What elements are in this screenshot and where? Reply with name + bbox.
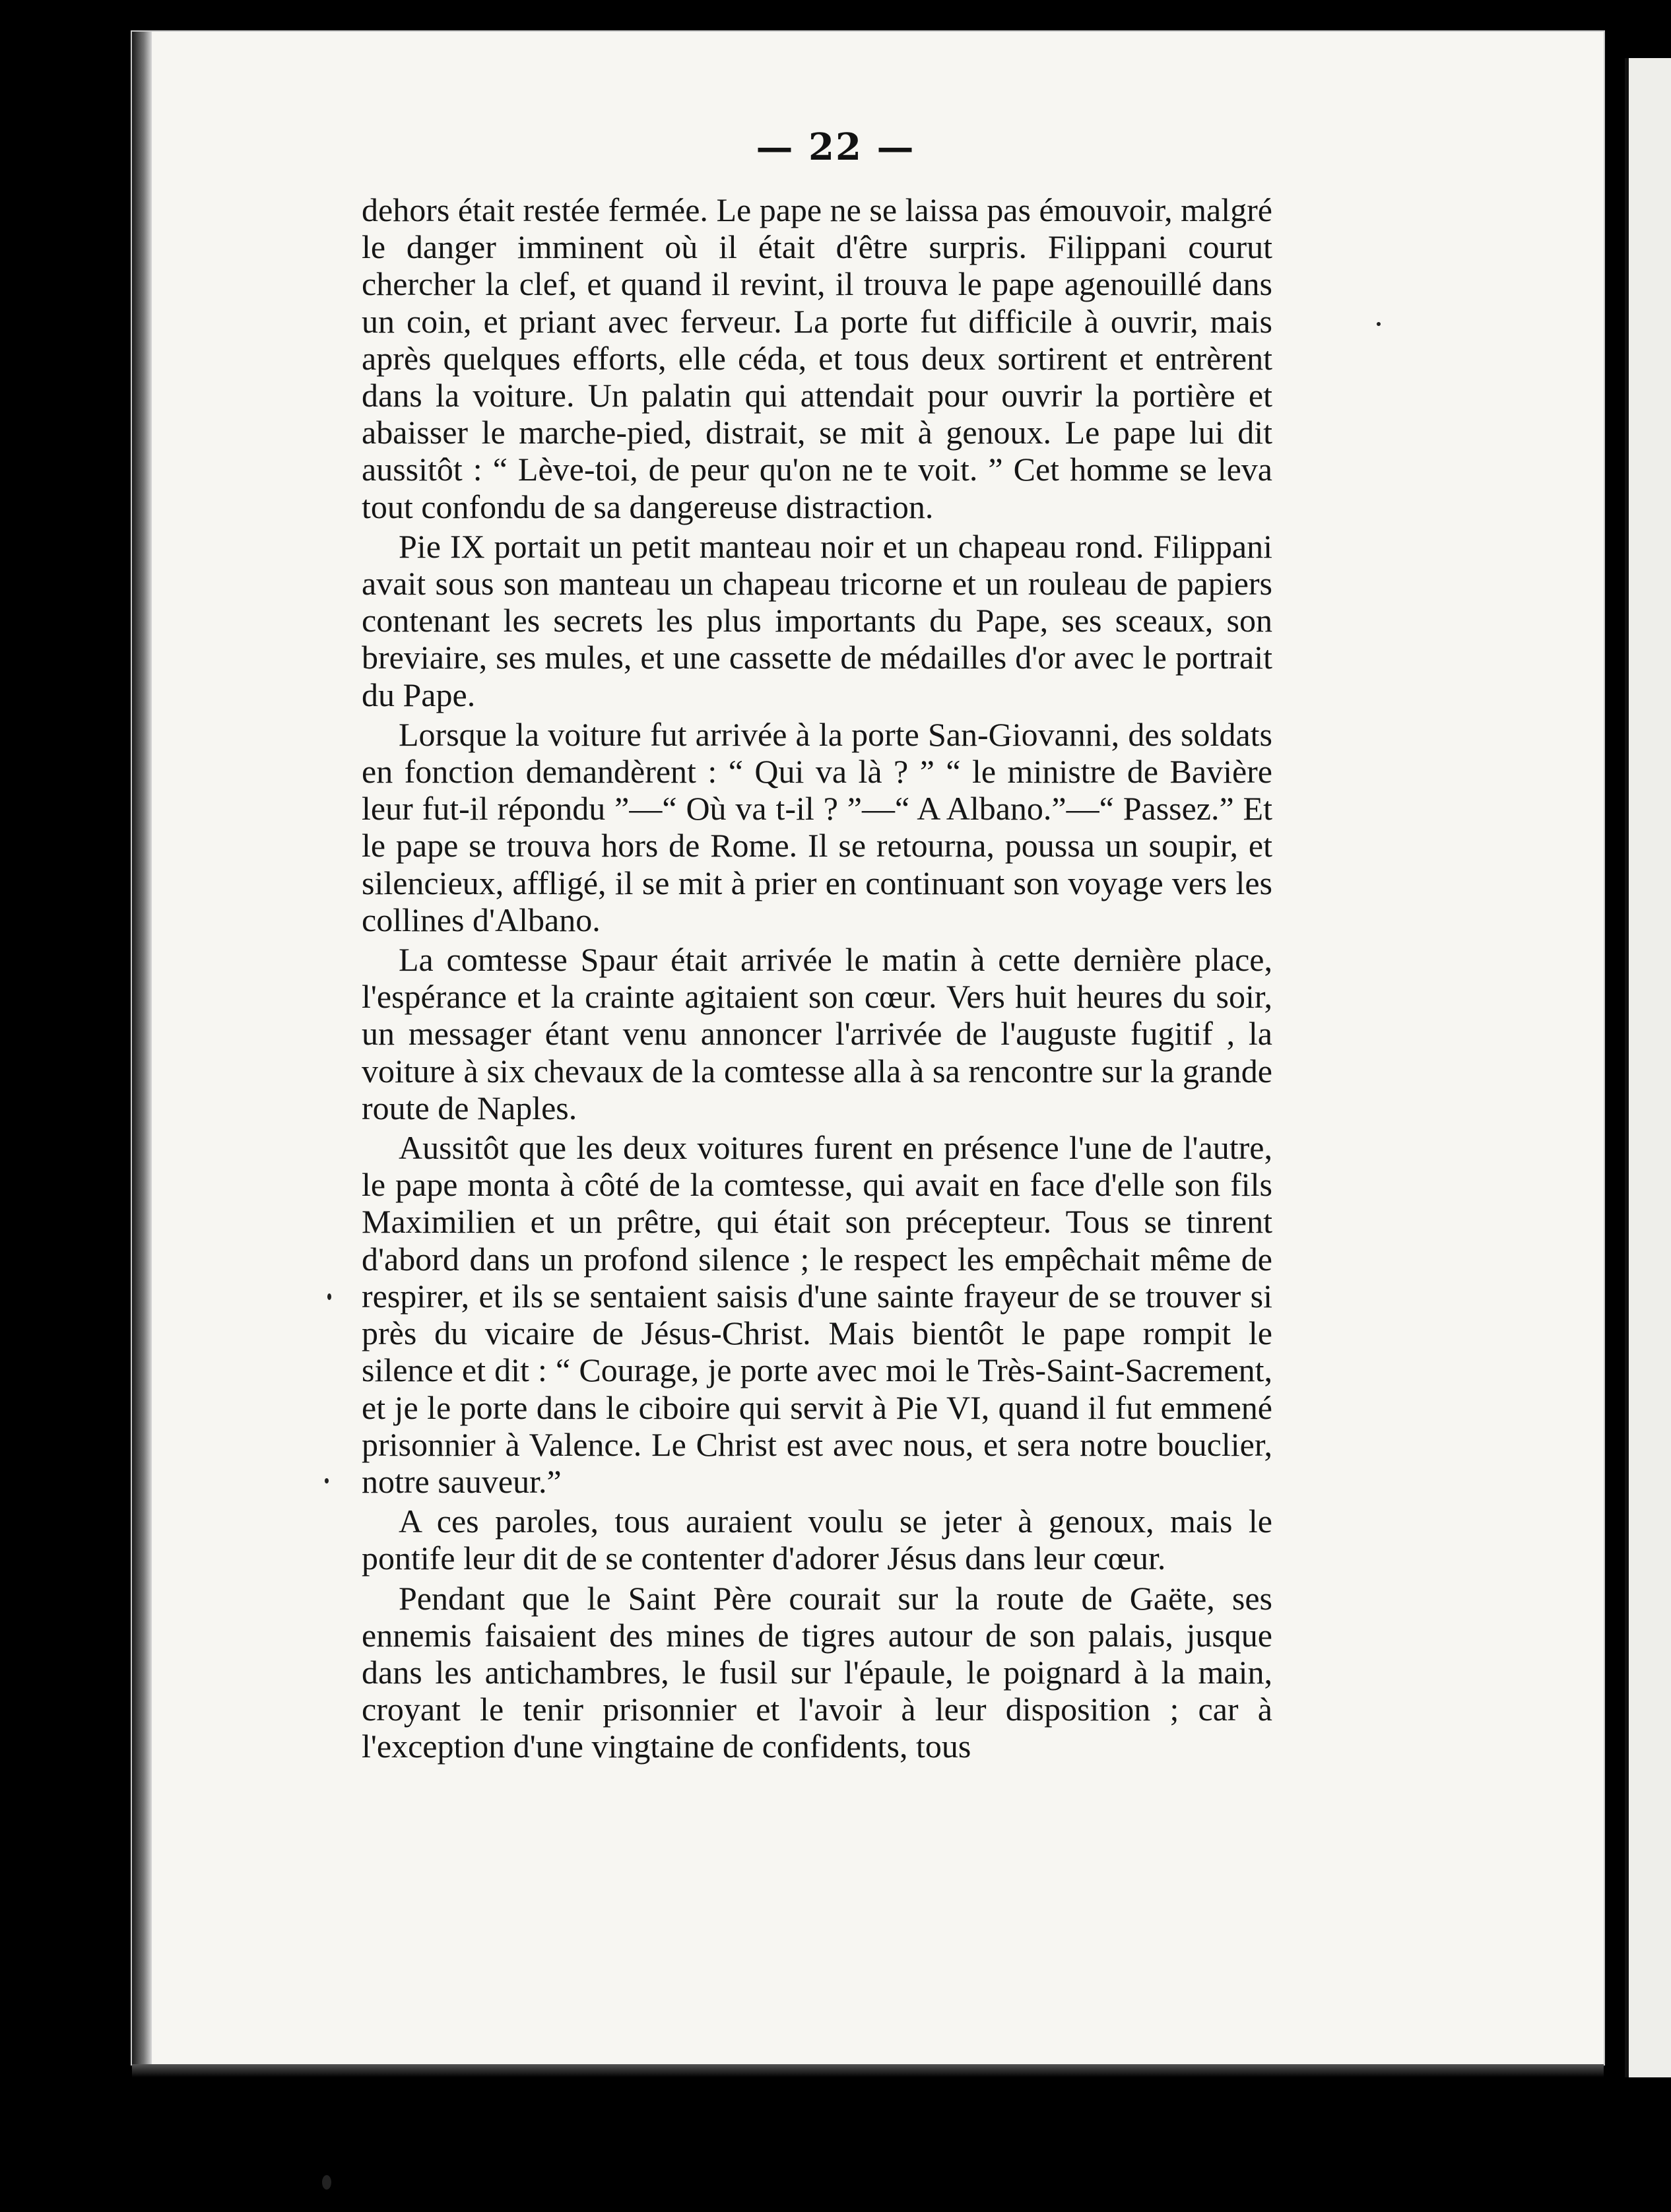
body-text	[362, 191, 1272, 1765]
page-number: — 22 —	[756, 125, 915, 169]
paragraph-3: Lorsque la voiture fut arrivée à la porte San-Giovanni, des soldats en fonction demandèrent : “ Qui va là ? ” “ le ministre de Bavière leur fut-il répondu ”—“ Où va t-il ? ”—“ A Albano.”—“ Passez.” Et le pape se trouva hors de Rome. Il se retourna, poussa un soupir, et silencieux, affligé, il se mit à prier en continuant son voyage vers les collines d'Albano.	[362, 715, 1272, 938]
paragraph-7: Pendant que le Saint Père courait sur la route de Gaëte, ses ennemis faisaient des mines de tigres autour de son palais, jusque dans les antichambres, le fusil sur l'épaule, le poignard à la main, croyant le tenir prisonnier et l'avoir à leur disposition ; car à l'exception d'une vingtaine de confidents, tous	[362, 1579, 1272, 1765]
scan-speck	[322, 2175, 331, 2190]
paragraph-5: Aussitôt que les deux voitures furent en présence l'une de l'autre, le pape monta à côté de la comtesse, qui avait en face d'elle son fils Maximilien et un prêtre, qui était son précepteur. Tous se tinrent d'abord dans un profond silence ; le respect les empêchait même de respirer, et ils se sentaient saisis d'une sainte frayeur de se trouver si près du vicaire de Jésus-Christ. Mais bientôt le pape rompit le silence et dit : “ Courage, je porte avec moi le Très-Saint-Sacrement, et je le porte dans le ciboire qui servit à Pie VI, quand il fut emmené prisonnier à Valence. Le Christ est avec nous, et sera notre bouclier, notre sauveur.”	[362, 1129, 1272, 1500]
page-binding-shadow	[132, 32, 152, 2064]
scan-speck	[1377, 322, 1381, 326]
paragraph-2: Pie IX portait un petit manteau noir et un chapeau rond. Filippani avait sous son manteau un chapeau tricorne et un rouleau de papiers contenant les secrets les plus importants du Pape, ses sceaux, son breviaire, ses mules, et une cassette de médailles d'or avec le portrait du Pape.	[362, 527, 1272, 713]
paragraph-1: dehors était restée fermée. Le pape ne se laissa pas émouvoir, malgré le danger imminent où il était d'être surpris. Filippani courut chercher la clef, et quand il revint, il trouva le pape agenouillé dans un coin, et priant avec ferveur. La porte fut difficile à ouvrir, mais après quelques efforts, elle céda, et tous deux sortirent et entrèrent dans la voiture. Un palatin qui attendait pour ouvrir la portière et abaisser le marche-pied, distrait, se mit à genoux. Le pape lui dit aussitôt : “ Lève-toi, de peur qu'on ne te voit. ” Cet homme se leva tout confondu de sa dangereuse distraction.	[362, 191, 1272, 525]
page-bottom-edge	[132, 2064, 1604, 2077]
scan-speck	[327, 1293, 331, 1300]
adjacent-page-edge	[1625, 58, 1671, 2077]
paragraph-6: A ces paroles, tous auraient voulu se jeter à genoux, mais le pontife leur dit de se contenter d'adorer Jésus dans leur cœur.	[362, 1503, 1272, 1577]
paragraph-4: La comtesse Spaur était arrivée le matin à cette dernière place, l'espérance et la crainte agitaient son cœur. Vers huit heures du soir, un messager étant venu annoncer l'arrivée de l'auguste fugitif , la voiture à six chevaux de la comtesse alla à sa rencontre sur la grande route de Naples.	[362, 941, 1272, 1126]
scan-speck	[325, 1478, 329, 1483]
